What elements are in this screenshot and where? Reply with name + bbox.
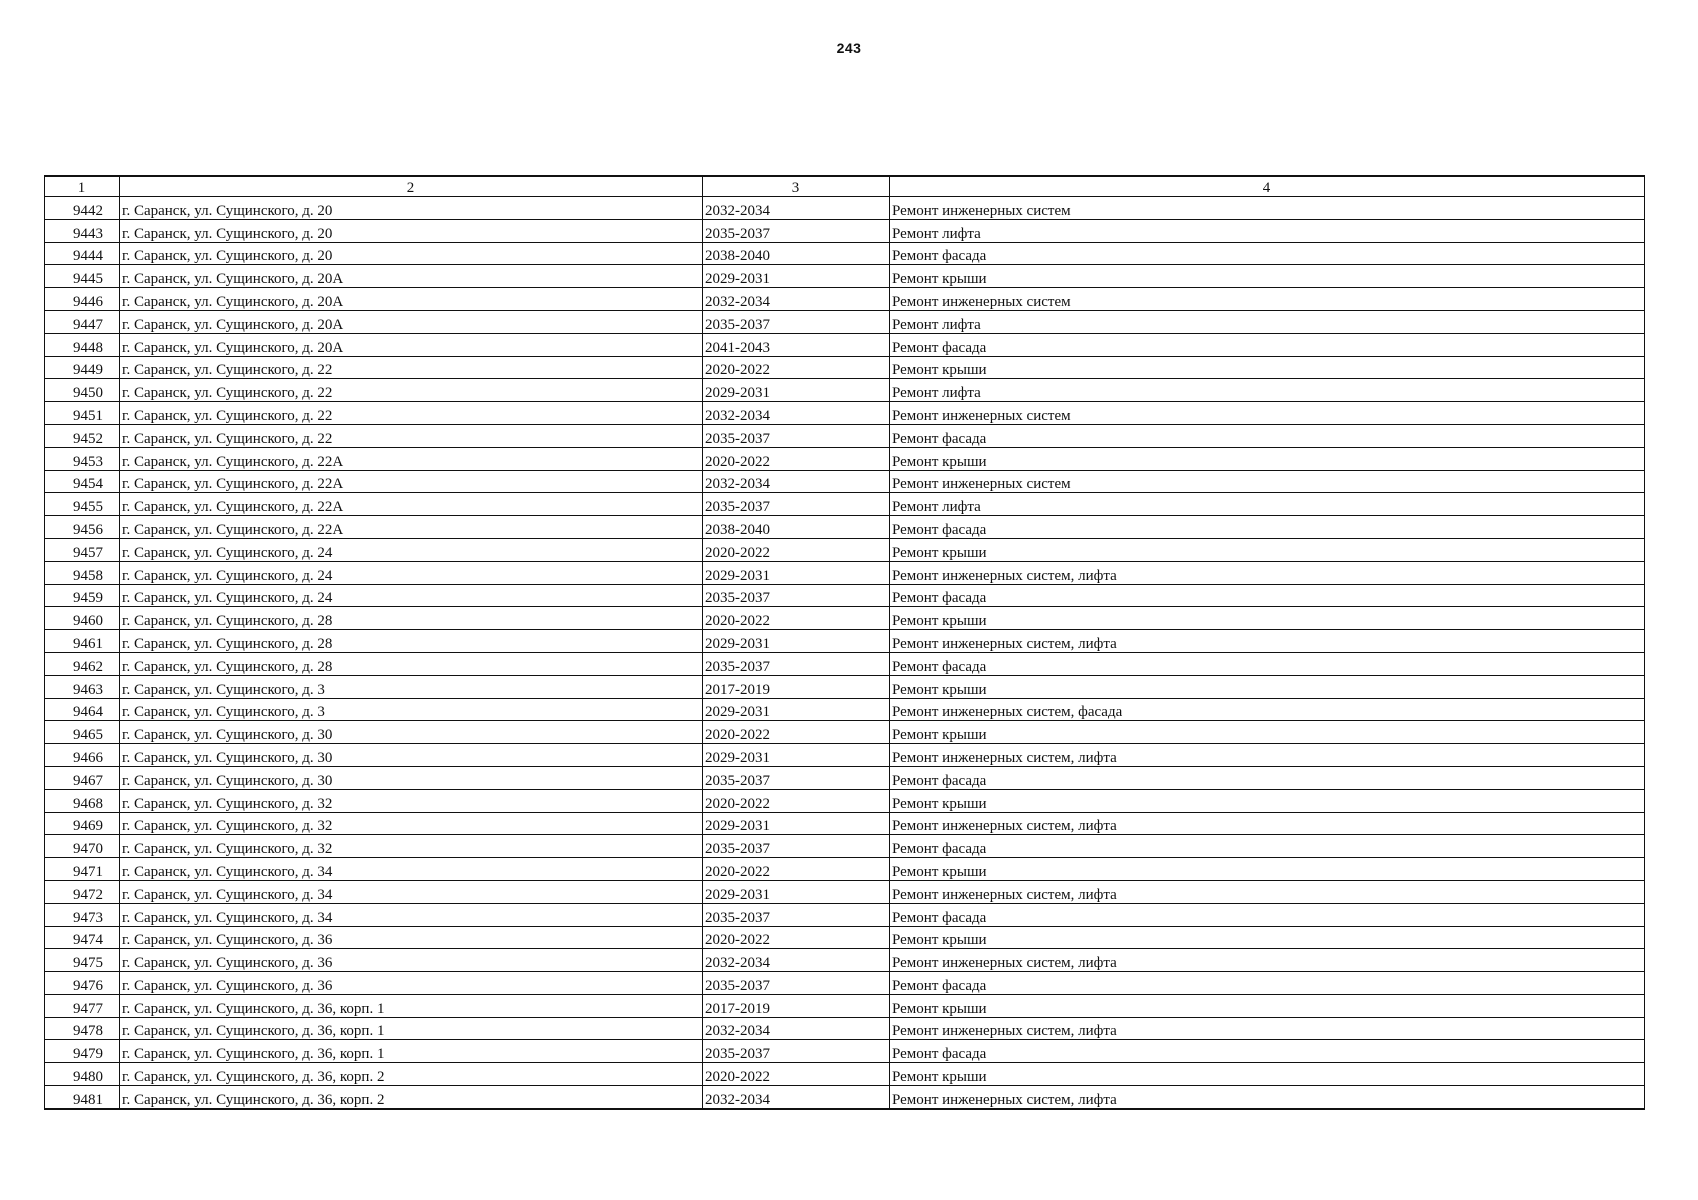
table-row — [45, 1040, 1645, 1063]
work-type-cell: Ремонт фасада — [890, 835, 1645, 858]
work-type-cell: Ремонт крыши — [890, 789, 1645, 812]
row-number: 9477 — [45, 994, 120, 1017]
period-cell: 2035-2037 — [703, 972, 890, 995]
row-number: 9457 — [45, 538, 120, 561]
address-cell: г. Саранск, ул. Сущинского, д. 30 — [120, 744, 703, 767]
address-cell: г. Саранск, ул. Сущинского, д. 22 — [120, 379, 703, 402]
table-row — [45, 356, 1645, 379]
work-type-cell: Ремонт инженерных систем, лифта — [890, 1086, 1645, 1109]
table-body — [45, 197, 1645, 1109]
row-number: 9470 — [45, 835, 120, 858]
row-number: 9467 — [45, 766, 120, 789]
row-number: 9445 — [45, 265, 120, 288]
header-col-3: 3 — [703, 176, 890, 197]
table-row — [45, 698, 1645, 721]
table-row — [45, 812, 1645, 835]
address-cell: г. Саранск, ул. Сущинского, д. 30 — [120, 766, 703, 789]
work-type-cell: Ремонт фасада — [890, 652, 1645, 675]
table-row — [45, 858, 1645, 881]
period-cell: 2029-2031 — [703, 630, 890, 653]
row-number: 9479 — [45, 1040, 120, 1063]
row-number: 9480 — [45, 1063, 120, 1086]
row-number: 9447 — [45, 310, 120, 333]
table-row — [45, 447, 1645, 470]
row-number: 9450 — [45, 379, 120, 402]
period-cell: 2032-2034 — [703, 402, 890, 425]
work-type-cell: Ремонт крыши — [890, 538, 1645, 561]
address-cell: г. Саранск, ул. Сущинского, д. 24 — [120, 538, 703, 561]
period-cell: 2020-2022 — [703, 538, 890, 561]
address-cell: г. Саранск, ул. Сущинского, д. 22А — [120, 516, 703, 539]
address-cell: г. Саранск, ул. Сущинского, д. 24 — [120, 584, 703, 607]
row-number: 9476 — [45, 972, 120, 995]
table-row — [45, 835, 1645, 858]
table-row — [45, 288, 1645, 311]
work-type-cell: Ремонт фасада — [890, 242, 1645, 265]
row-number: 9473 — [45, 903, 120, 926]
address-cell: г. Саранск, ул. Сущинского, д. 20 — [120, 242, 703, 265]
period-cell: 2032-2034 — [703, 288, 890, 311]
work-type-cell: Ремонт фасада — [890, 972, 1645, 995]
row-number: 9464 — [45, 698, 120, 721]
period-cell: 2032-2034 — [703, 949, 890, 972]
work-type-cell: Ремонт фасада — [890, 903, 1645, 926]
address-cell: г. Саранск, ул. Сущинского, д. 20А — [120, 333, 703, 356]
row-number: 9471 — [45, 858, 120, 881]
row-number: 9453 — [45, 447, 120, 470]
table-row — [45, 470, 1645, 493]
table-row — [45, 903, 1645, 926]
row-number: 9456 — [45, 516, 120, 539]
work-type-cell: Ремонт фасада — [890, 584, 1645, 607]
address-cell: г. Саранск, ул. Сущинского, д. 36, корп. 1 — [120, 1017, 703, 1040]
period-cell: 2020-2022 — [703, 607, 890, 630]
table-row — [45, 265, 1645, 288]
work-type-cell: Ремонт инженерных систем, лифта — [890, 812, 1645, 835]
work-type-cell: Ремонт инженерных систем — [890, 402, 1645, 425]
address-cell: г. Саранск, ул. Сущинского, д. 36, корп. 2 — [120, 1086, 703, 1109]
period-cell: 2035-2037 — [703, 652, 890, 675]
address-cell: г. Саранск, ул. Сущинского, д. 34 — [120, 903, 703, 926]
table-row — [45, 242, 1645, 265]
table-row — [45, 1017, 1645, 1040]
row-number: 9461 — [45, 630, 120, 653]
address-cell: г. Саранск, ул. Сущинского, д. 32 — [120, 835, 703, 858]
table-row — [45, 721, 1645, 744]
address-cell: г. Саранск, ул. Сущинского, д. 36 — [120, 972, 703, 995]
row-number: 9465 — [45, 721, 120, 744]
period-cell: 2029-2031 — [703, 880, 890, 903]
period-cell: 2029-2031 — [703, 265, 890, 288]
row-number: 9454 — [45, 470, 120, 493]
table-row — [45, 1086, 1645, 1109]
period-cell: 2029-2031 — [703, 561, 890, 584]
work-type-cell: Ремонт фасада — [890, 424, 1645, 447]
address-cell: г. Саранск, ул. Сущинского, д. 22А — [120, 470, 703, 493]
work-type-cell: Ремонт крыши — [890, 926, 1645, 949]
period-cell: 2035-2037 — [703, 766, 890, 789]
table-row — [45, 926, 1645, 949]
address-cell: г. Саранск, ул. Сущинского, д. 22 — [120, 402, 703, 425]
table-row — [45, 630, 1645, 653]
period-cell: 2038-2040 — [703, 516, 890, 539]
address-cell: г. Саранск, ул. Сущинского, д. 22А — [120, 493, 703, 516]
period-cell: 2020-2022 — [703, 858, 890, 881]
table-row — [45, 880, 1645, 903]
work-type-cell: Ремонт фасада — [890, 766, 1645, 789]
row-number: 9444 — [45, 242, 120, 265]
work-type-cell: Ремонт инженерных систем, фасада — [890, 698, 1645, 721]
work-type-cell: Ремонт лифта — [890, 493, 1645, 516]
row-number: 9446 — [45, 288, 120, 311]
period-cell: 2035-2037 — [703, 219, 890, 242]
table-row — [45, 310, 1645, 333]
table-header — [45, 176, 1645, 197]
period-cell: 2035-2037 — [703, 1040, 890, 1063]
address-cell: г. Саранск, ул. Сущинского, д. 34 — [120, 858, 703, 881]
work-type-cell: Ремонт инженерных систем, лифта — [890, 561, 1645, 584]
table-row — [45, 766, 1645, 789]
header-row — [45, 176, 1645, 197]
period-cell: 2035-2037 — [703, 835, 890, 858]
period-cell: 2029-2031 — [703, 812, 890, 835]
table-row — [45, 493, 1645, 516]
period-cell: 2032-2034 — [703, 470, 890, 493]
period-cell: 2029-2031 — [703, 379, 890, 402]
period-cell: 2032-2034 — [703, 197, 890, 220]
table-row — [45, 972, 1645, 995]
row-number: 9472 — [45, 880, 120, 903]
period-cell: 2017-2019 — [703, 675, 890, 698]
work-type-cell: Ремонт крыши — [890, 265, 1645, 288]
address-cell: г. Саранск, ул. Сущинского, д. 32 — [120, 789, 703, 812]
period-cell: 2020-2022 — [703, 1063, 890, 1086]
work-type-cell: Ремонт фасада — [890, 333, 1645, 356]
period-cell: 2020-2022 — [703, 789, 890, 812]
address-cell: г. Саранск, ул. Сущинского, д. 22А — [120, 447, 703, 470]
address-cell: г. Саранск, ул. Сущинского, д. 36, корп. 2 — [120, 1063, 703, 1086]
work-type-cell: Ремонт инженерных систем — [890, 197, 1645, 220]
table-row — [45, 516, 1645, 539]
address-cell: г. Саранск, ул. Сущинского, д. 20А — [120, 288, 703, 311]
address-cell: г. Саранск, ул. Сущинского, д. 28 — [120, 630, 703, 653]
table-row — [45, 219, 1645, 242]
address-cell: г. Саранск, ул. Сущинского, д. 20А — [120, 265, 703, 288]
period-cell: 2029-2031 — [703, 744, 890, 767]
row-number: 9475 — [45, 949, 120, 972]
period-cell: 2032-2034 — [703, 1086, 890, 1109]
work-type-cell: Ремонт инженерных систем, лифта — [890, 880, 1645, 903]
table-row — [45, 561, 1645, 584]
row-number: 9448 — [45, 333, 120, 356]
period-cell: 2038-2040 — [703, 242, 890, 265]
table-row — [45, 584, 1645, 607]
period-cell: 2017-2019 — [703, 994, 890, 1017]
work-type-cell: Ремонт инженерных систем — [890, 288, 1645, 311]
address-cell: г. Саранск, ул. Сущинского, д. 30 — [120, 721, 703, 744]
table-row — [45, 197, 1645, 220]
row-number: 9449 — [45, 356, 120, 379]
row-number: 9462 — [45, 652, 120, 675]
address-cell: г. Саранск, ул. Сущинского, д. 34 — [120, 880, 703, 903]
table-row — [45, 424, 1645, 447]
address-cell: г. Саранск, ул. Сущинского, д. 22 — [120, 356, 703, 379]
address-cell: г. Саранск, ул. Сущинского, д. 3 — [120, 698, 703, 721]
table-row — [45, 538, 1645, 561]
work-type-cell: Ремонт крыши — [890, 858, 1645, 881]
table-row — [45, 607, 1645, 630]
period-cell: 2029-2031 — [703, 698, 890, 721]
address-cell: г. Саранск, ул. Сущинского, д. 28 — [120, 607, 703, 630]
period-cell: 2035-2037 — [703, 310, 890, 333]
page-number: 243 — [836, 40, 862, 56]
period-cell: 2020-2022 — [703, 447, 890, 470]
period-cell: 2020-2022 — [703, 356, 890, 379]
repair-schedule-table — [44, 175, 1645, 1110]
address-cell: г. Саранск, ул. Сущинского, д. 24 — [120, 561, 703, 584]
row-number: 9463 — [45, 675, 120, 698]
table-row — [45, 402, 1645, 425]
row-number: 9460 — [45, 607, 120, 630]
row-number: 9452 — [45, 424, 120, 447]
period-cell: 2032-2034 — [703, 1017, 890, 1040]
header-col-1: 1 — [45, 176, 120, 197]
row-number: 9466 — [45, 744, 120, 767]
work-type-cell: Ремонт фасада — [890, 1040, 1645, 1063]
period-cell: 2035-2037 — [703, 584, 890, 607]
address-cell: г. Саранск, ул. Сущинского, д. 36, корп. 1 — [120, 1040, 703, 1063]
table-row — [45, 744, 1645, 767]
table-row — [45, 949, 1645, 972]
address-cell: г. Саранск, ул. Сущинского, д. 20 — [120, 219, 703, 242]
work-type-cell: Ремонт инженерных систем — [890, 470, 1645, 493]
address-cell: г. Саранск, ул. Сущинского, д. 3 — [120, 675, 703, 698]
period-cell: 2020-2022 — [703, 926, 890, 949]
row-number: 9474 — [45, 926, 120, 949]
address-cell: г. Саранск, ул. Сущинского, д. 32 — [120, 812, 703, 835]
header-col-2: 2 — [120, 176, 703, 197]
period-cell: 2035-2037 — [703, 424, 890, 447]
work-type-cell: Ремонт инженерных систем, лифта — [890, 1017, 1645, 1040]
table-row — [45, 379, 1645, 402]
period-cell: 2041-2043 — [703, 333, 890, 356]
table-row — [45, 1063, 1645, 1086]
row-number: 9451 — [45, 402, 120, 425]
table-row — [45, 333, 1645, 356]
work-type-cell: Ремонт крыши — [890, 447, 1645, 470]
work-type-cell: Ремонт крыши — [890, 1063, 1645, 1086]
row-number: 9458 — [45, 561, 120, 584]
table-row — [45, 652, 1645, 675]
table-row — [45, 994, 1645, 1017]
row-number: 9481 — [45, 1086, 120, 1109]
work-type-cell: Ремонт фасада — [890, 516, 1645, 539]
work-type-cell: Ремонт лифта — [890, 310, 1645, 333]
work-type-cell: Ремонт крыши — [890, 994, 1645, 1017]
row-number: 9443 — [45, 219, 120, 242]
work-type-cell: Ремонт инженерных систем, лифта — [890, 630, 1645, 653]
period-cell: 2035-2037 — [703, 493, 890, 516]
row-number: 9459 — [45, 584, 120, 607]
work-type-cell: Ремонт крыши — [890, 721, 1645, 744]
work-type-cell: Ремонт лифта — [890, 219, 1645, 242]
work-type-cell: Ремонт инженерных систем, лифта — [890, 744, 1645, 767]
work-type-cell: Ремонт крыши — [890, 607, 1645, 630]
address-cell: г. Саранск, ул. Сущинского, д. 20 — [120, 197, 703, 220]
address-cell: г. Саранск, ул. Сущинского, д. 20А — [120, 310, 703, 333]
row-number: 9478 — [45, 1017, 120, 1040]
row-number: 9455 — [45, 493, 120, 516]
address-cell: г. Саранск, ул. Сущинского, д. 36, корп. 1 — [120, 994, 703, 1017]
row-number: 9442 — [45, 197, 120, 220]
period-cell: 2020-2022 — [703, 721, 890, 744]
work-type-cell: Ремонт крыши — [890, 356, 1645, 379]
table-row — [45, 789, 1645, 812]
work-type-cell: Ремонт инженерных систем, лифта — [890, 949, 1645, 972]
address-cell: г. Саранск, ул. Сущинского, д. 22 — [120, 424, 703, 447]
period-cell: 2035-2037 — [703, 903, 890, 926]
table-row — [45, 675, 1645, 698]
work-type-cell: Ремонт крыши — [890, 675, 1645, 698]
header-col-4: 4 — [890, 176, 1645, 197]
address-cell: г. Саранск, ул. Сущинского, д. 36 — [120, 949, 703, 972]
row-number: 9468 — [45, 789, 120, 812]
work-type-cell: Ремонт лифта — [890, 379, 1645, 402]
row-number: 9469 — [45, 812, 120, 835]
address-cell: г. Саранск, ул. Сущинского, д. 36 — [120, 926, 703, 949]
address-cell: г. Саранск, ул. Сущинского, д. 28 — [120, 652, 703, 675]
